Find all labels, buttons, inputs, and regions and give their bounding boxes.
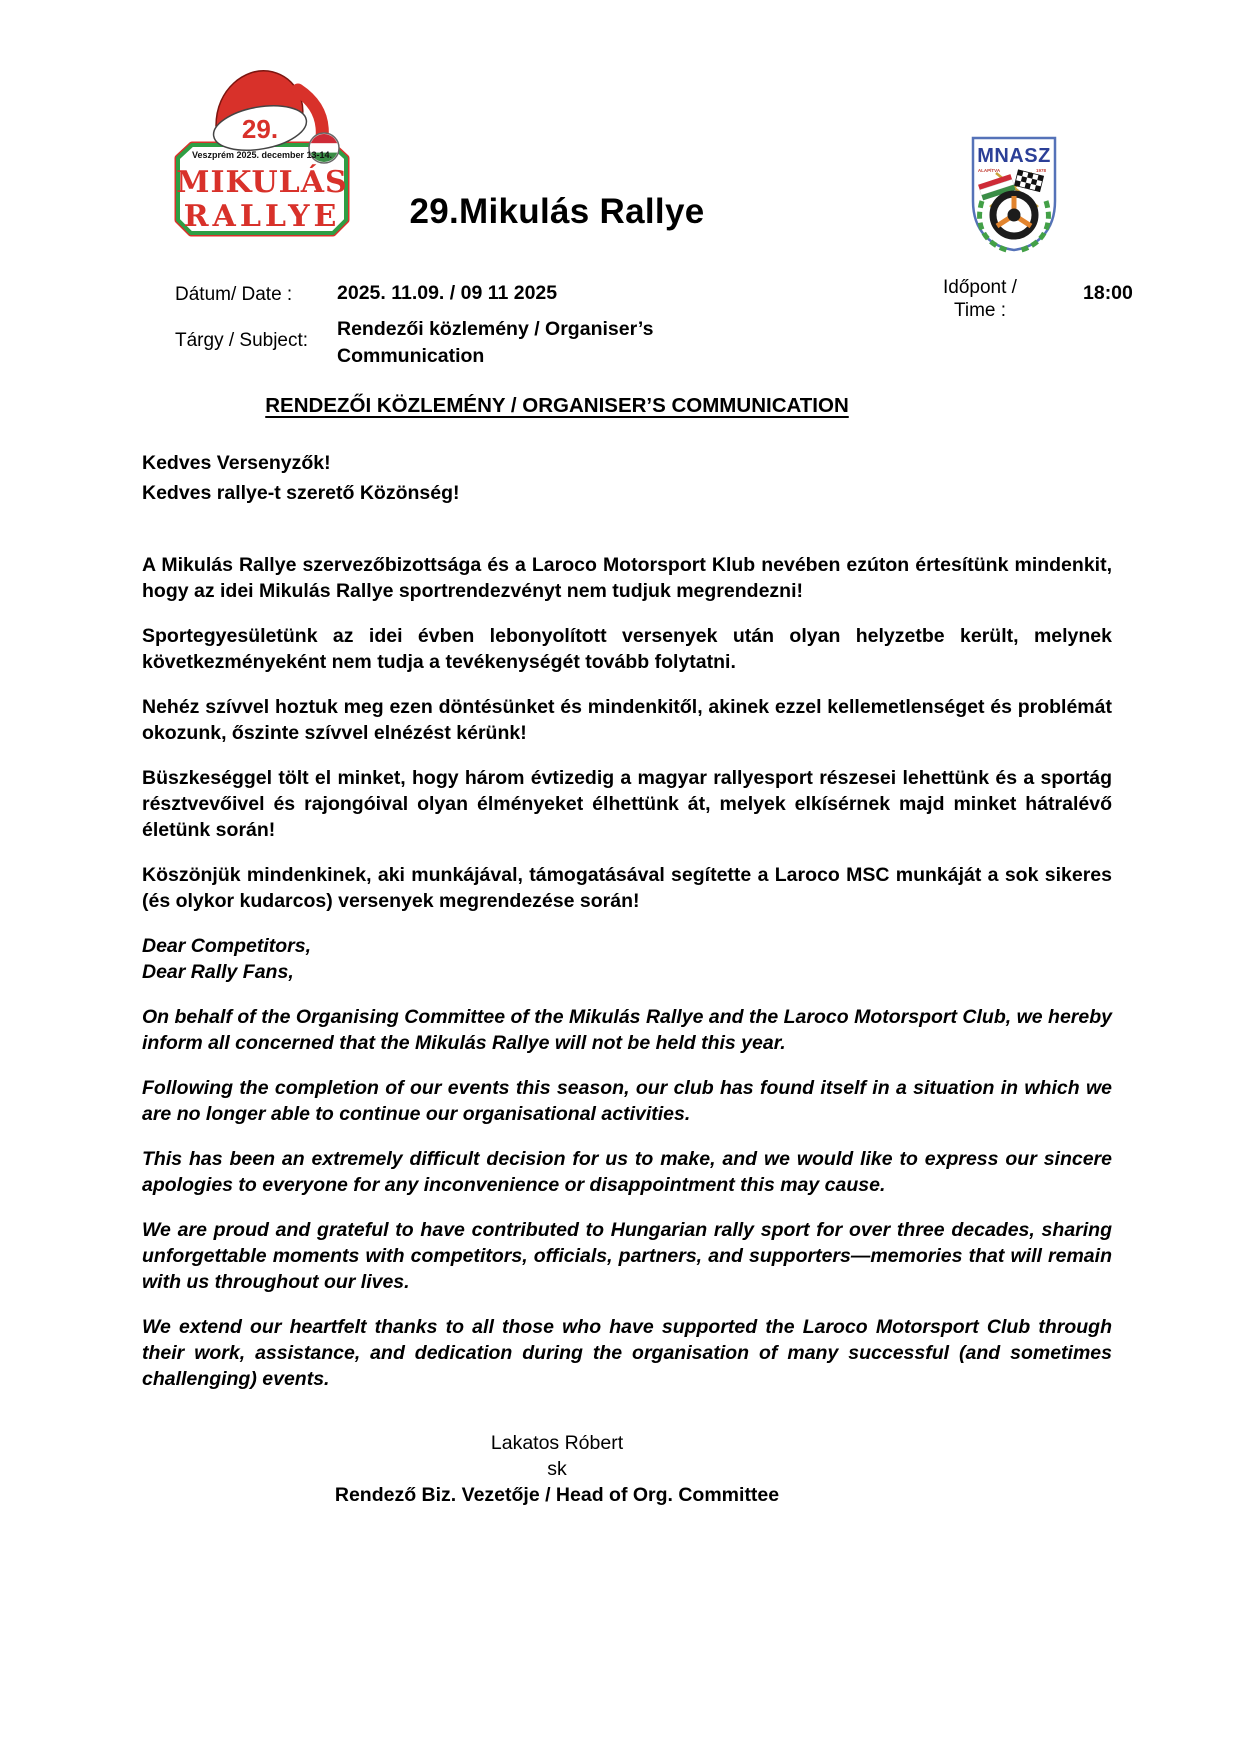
date-value: 2025. 11.09. / 09 11 2025: [337, 282, 558, 304]
signature-sk: sk: [547, 1458, 567, 1480]
greeting-en-line1: Dear Competitors,: [142, 935, 312, 957]
date-label: Dátum/ Date :: [175, 284, 293, 305]
greeting-hu-line2: Kedves rallye-t szerető Közönség!: [142, 482, 460, 504]
greeting-hu-line1: Kedves Versenyzők!: [142, 452, 331, 474]
paragraph-hu-3: Nehéz szívvel hoztuk meg ezen döntésünket és mindenkitől, akinek ezzel kellemetlenséget és problémát okozunk, őszinte szívvel elnézést kérünk!: [142, 696, 1112, 744]
paragraph-en-5: We extend our heartfelt thanks to all those who have supported the Laroco Motorsport Club through their work, assistance, and dedication during the organisation of many successful (and sometimes challenging) events.: [142, 1316, 1112, 1390]
mnasz-founded-year: 1978: [1035, 168, 1047, 173]
paragraph-hu-2: Sportegyesületünk az idei évben lebonyolított versenyek után olyan helyzetbe került, melynek következményeként nem tudja a tevékenységét tovább folytatni.: [142, 625, 1112, 673]
mnasz-logo-graphic: [970, 134, 1058, 254]
paragraph-en-3: This has been an extremely difficult decision for us to make, and we would like to express our sincere apologies to everyone for any inconvenience or disappointment this may cause.: [142, 1148, 1112, 1196]
mnasz-founded-label: ALAPÍTVA: [977, 168, 1001, 173]
signature-role: Rendező Biz. Vezetője / Head of Org. Committee: [334, 1484, 780, 1506]
communication-heading: RENDEZŐI KÖZLEMÉNY / ORGANISER’S COMMUNICATION: [265, 394, 849, 417]
signature-block: [142, 1430, 972, 1508]
logo-name-line1: MIKULÁS: [176, 165, 348, 200]
subject-label: Tárgy / Subject:: [175, 330, 309, 351]
paragraph-en-2: Following the completion of our events this season, our club has found itself in a situation in which we are no longer able to continue our organisational activities.: [142, 1077, 1112, 1125]
subject-value: Rendezői közlemény / Organiser’s Communication: [337, 318, 654, 367]
time-label: [925, 276, 1035, 322]
paragraph-hu-5: Köszönjük mindenkinek, aki munkájával, támogatásával segítette a Laroco MSC munkáját a sok sikeres (és olykor kudarcos) versenyek megrendezése során!: [142, 864, 1112, 912]
logo-edition-number: 29.: [241, 114, 279, 144]
greeting-english: [142, 933, 1112, 985]
logo-event-info: Veszprém 2025. december 13-14.: [191, 150, 333, 160]
mnasz-name: MNASZ: [977, 145, 1051, 167]
paragraph-hu-4: Büszkeséggel tölt el minket, hogy három évtizedig a magyar rallyesport részesei lehettünk és a sportág résztvevőivel és rajongóival olyan élményeket élhettünk át, melyek elkísérnek majd minket hátralévő életünk során!: [142, 767, 1112, 841]
paragraph-hu-1: A Mikulás Rallye szervezőbizottsága és a Laroco Motorsport Klub nevében ezúton értesítünk mindenkit, hogy az idei Mikulás Rallye sportrendezvényt nem tudjuk megrendezni!: [142, 554, 1112, 602]
signature-name: Lakatos Róbert: [490, 1432, 624, 1454]
paragraph-en-4: We are proud and grateful to have contributed to Hungarian rally sport for over three decades, sharing unforgettable moments with competitors, officials, partners, and supporters—memories that will remain with us throughout our lives.: [142, 1219, 1112, 1293]
page-title: 29.Mikulás Rallye: [409, 192, 705, 231]
letter-body: [142, 448, 1112, 1508]
greeting-en-line2: Dear Rally Fans,: [142, 961, 294, 983]
mnasz-logo: [970, 134, 1058, 254]
time-value: 18:00: [1083, 282, 1133, 304]
greeting-hungarian: [142, 448, 1112, 508]
logo-name-line2: RALLYE: [183, 199, 341, 234]
time-label-line2: Time :: [953, 300, 1007, 321]
paragraph-en-1: On behalf of the Organising Committee of the Mikulás Rallye and the Laroco Motorsport Club, we hereby inform all concerned that the Mikulás Rallye will not be held this year.: [142, 1006, 1112, 1054]
time-label-line1: Időpont /: [943, 277, 1017, 298]
